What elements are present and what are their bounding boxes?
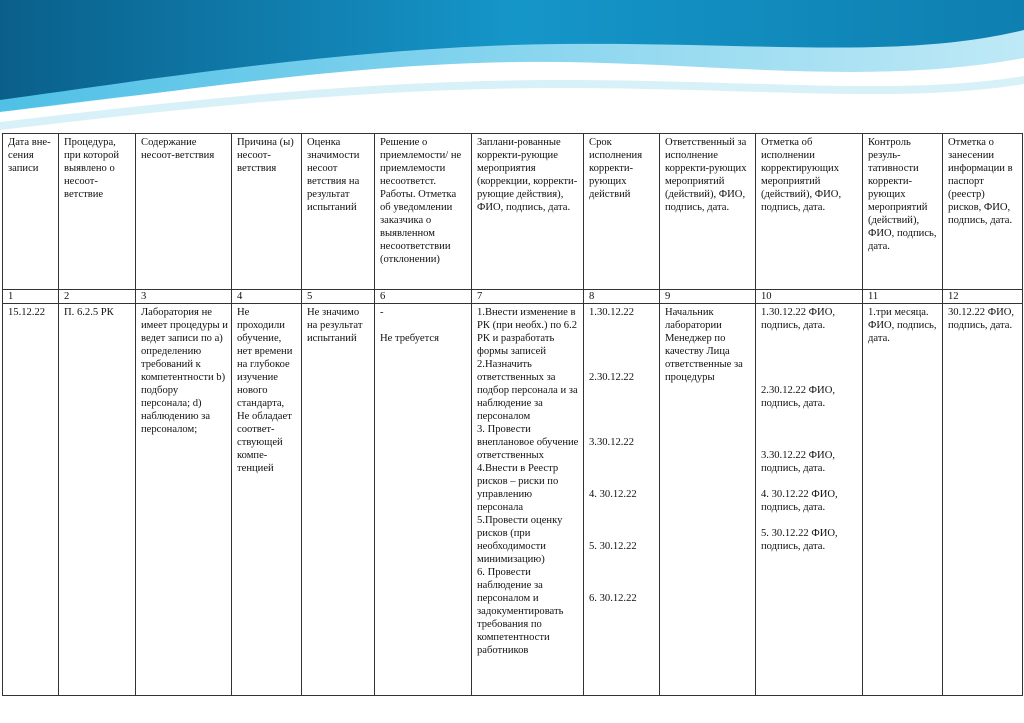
- deadline-item: 1.30.12.22: [589, 307, 635, 318]
- header-cell: Срок исполнения корректи-рующих действий: [584, 134, 660, 290]
- header-row: [3, 134, 1023, 290]
- deadline-item: 5. 30.12.22: [589, 541, 637, 552]
- cell-deadlines: [584, 304, 660, 696]
- cell-date: 15.12.22: [3, 304, 59, 696]
- column-number: 10: [756, 290, 863, 304]
- cell-actions: [472, 304, 584, 696]
- action-item: 5.Провести оценку рисков (при необходимости минимизацию): [477, 515, 563, 565]
- decorative-wave-banner: [0, 0, 1024, 130]
- column-number: 6: [375, 290, 472, 304]
- execution-item: 4. 30.12.22 ФИО, подпись, дата.: [761, 489, 838, 513]
- header-cell: Содержание несоот-ветствия: [136, 134, 232, 290]
- decision-text: Не требуется: [380, 333, 439, 344]
- column-number: 9: [660, 290, 756, 304]
- column-number: 5: [302, 290, 375, 304]
- cell-content: Лаборатория не имеет процедуры и ведет записи по a) определению требований к компетентности b) подбору персонала; d) наблюдению за персоналом;: [136, 304, 232, 696]
- header-cell: Ответственный за исполнение корректи-рующих мероприятий (действий), ФИО, подпись, дата.: [660, 134, 756, 290]
- execution-item: 1.30.12.22 ФИО, подпись, дата.: [761, 307, 835, 331]
- action-item: 4.Внести в Реестр рисков – риски по управлению персонала: [477, 463, 559, 513]
- column-number: 12: [943, 290, 1023, 304]
- cell-cause: Не проходили обучение, нет времени на глубокое изучение нового стандарта, Не обладает соответ-ствующей компе-тенцией: [232, 304, 302, 696]
- header-cell: Оценка значимости несоот ветствия на результат испытаний: [302, 134, 375, 290]
- header-cell: Дата вне-сения записи: [3, 134, 59, 290]
- decision-dash: -: [380, 307, 384, 318]
- table-row: [3, 304, 1023, 696]
- header-cell: Отметка о занесении информации в паспорт (реестр) рисков, ФИО, подпись, дата.: [943, 134, 1023, 290]
- column-number-row: [3, 290, 1023, 304]
- column-number: 4: [232, 290, 302, 304]
- header-cell: Заплани-рованные корректи-рующие мероприятия (коррекции, корректи-рующие действия), ФИО, подпись, дата.: [472, 134, 584, 290]
- column-number: 1: [3, 290, 59, 304]
- column-number: 7: [472, 290, 584, 304]
- deadline-item: 2.30.12.22: [589, 372, 635, 383]
- cell-execution: [756, 304, 863, 696]
- column-number: 8: [584, 290, 660, 304]
- action-item: 3. Провести внеплановое обучение ответственных: [477, 424, 579, 461]
- cell-control: 1.три месяца. ФИО, подпись, дата.: [863, 304, 943, 696]
- deadline-item: 6. 30.12.22: [589, 593, 637, 604]
- nonconformity-register-table: [2, 133, 1023, 696]
- cell-responsible: Начальник лаборатории Менеджер по качеству Лица ответственные за процедуры: [660, 304, 756, 696]
- cell-significance: Не значимо на результат испытаний: [302, 304, 375, 696]
- cell-risk-register: 30.12.22 ФИО, подпись, дата.: [943, 304, 1023, 696]
- header-cell: Процедура, при которой выявлено о несоот-ветствие: [59, 134, 136, 290]
- execution-item: 2.30.12.22 ФИО, подпись, дата.: [761, 385, 835, 409]
- action-item: 6. Провести наблюдение за персоналом и задокументировать требования по компетентности работников: [477, 567, 564, 656]
- cell-decision: [375, 304, 472, 696]
- execution-item: 3.30.12.22 ФИО, подпись, дата.: [761, 450, 835, 474]
- action-item: 1.Внести изменение в РК (при необх.) по 6.2 РК и разработать формы записей: [477, 307, 578, 357]
- column-number: 2: [59, 290, 136, 304]
- header-cell: Решение о приемлемости/ не приемлемости несоответст. Работы. Отметка об уведомлении заказчика о выявленном несоответствии (отклонении): [375, 134, 472, 290]
- execution-item: 5. 30.12.22 ФИО, подпись, дата.: [761, 528, 838, 552]
- header-cell: Причина (ы) несоот-ветствия: [232, 134, 302, 290]
- column-number: 3: [136, 290, 232, 304]
- deadline-item: 4. 30.12.22: [589, 489, 637, 500]
- cell-procedure: П. 6.2.5 РК: [59, 304, 136, 696]
- header-cell: Контроль резуль-тативности корректи-рующих мероприятий (действий), ФИО, подпись, дата.: [863, 134, 943, 290]
- column-number: 11: [863, 290, 943, 304]
- deadline-item: 3.30.12.22: [589, 437, 635, 448]
- action-item: 2.Назначить ответственных за подбор персонала и за наблюдение за персоналом: [477, 359, 578, 422]
- header-cell: Отметка об исполнении корректирующих мероприятий (действий), ФИО, подпись, дата.: [756, 134, 863, 290]
